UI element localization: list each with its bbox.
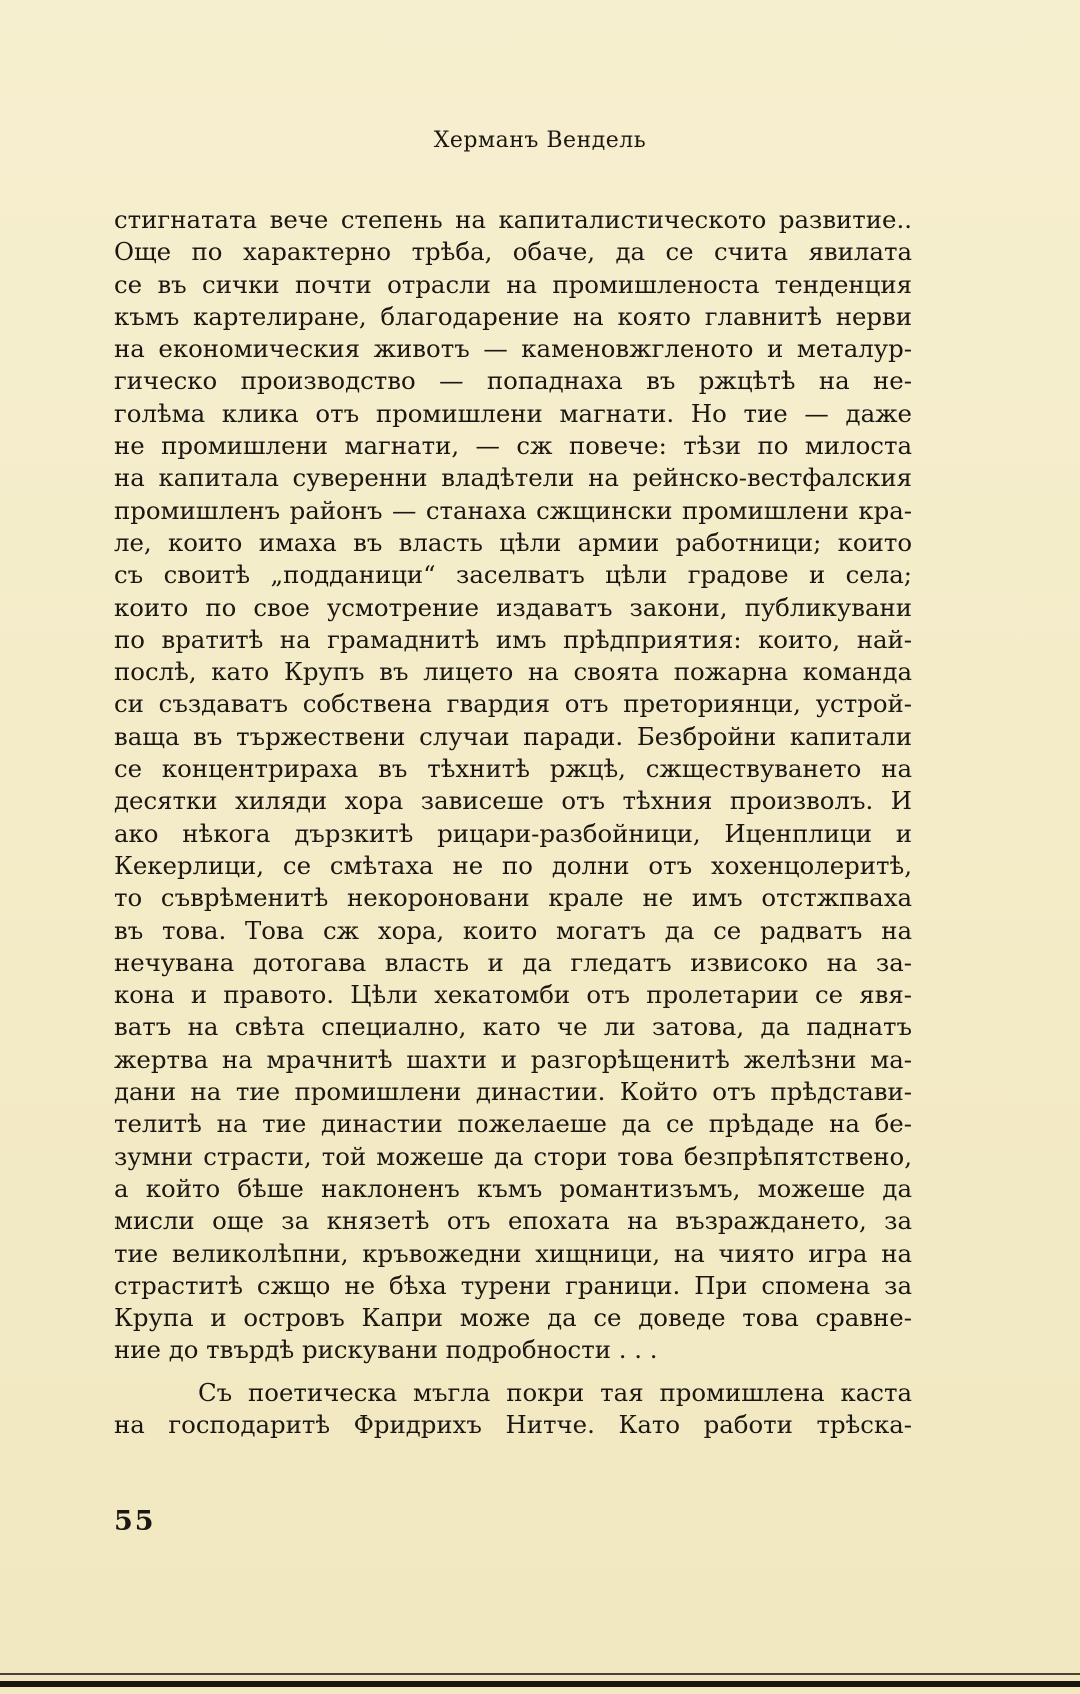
text-line: си създаватъ собствена гвардия отъ преториянци, устрой- <box>114 689 912 719</box>
page-number: 55 <box>114 1506 156 1537</box>
bottom-scan-edge <box>0 1681 1080 1687</box>
text-line: ваща въ тържествени случаи паради. Безбройни капитали <box>114 721 912 751</box>
text-line: по вратитѣ на грамаднитѣ имъ прѣдприятия: които, най- <box>114 624 912 654</box>
text-line: страститѣ сжщо не бѣха турени граници. При спомена за <box>114 1270 912 1300</box>
text-line: които по свое усмотрение издаватъ закони, публикувани <box>114 592 912 622</box>
text-line: се концентрираха въ тѣхнитѣ ржцѣ, сжществуването на <box>114 754 912 784</box>
text-line: тие великолѣпни, кръвожедни хищници, на чиято игра на <box>114 1238 912 1268</box>
text-line: зумни страсти, той можеше да стори това безпрѣпятствено, <box>114 1141 912 1171</box>
text-line: гическо производство — попаднаха въ ржцѣтѣ на не- <box>114 366 912 396</box>
paragraph-1 <box>114 204 912 1367</box>
text-line: десятки хиляди хора зависеше отъ тѣхния произволъ. И <box>114 786 912 816</box>
text-line: ватъ на свѣта специално, като че ли затова, да паднатъ <box>114 1012 912 1042</box>
text-line: Съ поетическа мъгла покри тая промишлена каста <box>198 1377 912 1407</box>
text-line: ние до твърдѣ рискувани подробности . . . <box>114 1335 658 1365</box>
text-line: промишленъ районъ — станаха сжщински промишлени кра- <box>114 495 912 525</box>
text-line: къмъ картелиране, благодарение на която главнитѣ нерви <box>114 301 912 331</box>
text-line: телитѣ на тие династии пожелаеше да се прѣдаде на бе- <box>114 1109 912 1139</box>
text-line: не промишлени магнати, — сж повече: тѣзи по милоста <box>114 431 912 461</box>
bottom-scan-edge-thin <box>0 1673 1080 1675</box>
text-line: ле, които имаха въ власть цѣли армии работници; които <box>114 527 912 557</box>
body-text <box>114 204 912 1441</box>
text-line: дани на тие промишлени династии. Който отъ прѣдстави- <box>114 1077 912 1107</box>
text-line: съ своитѣ „подданици“ заселватъ цѣли градове и села; <box>114 560 912 590</box>
text-line: послѣ, като Крупъ въ лицето на своята пожарна команда <box>114 657 912 687</box>
text-line: на економическия животъ — каменовжгленото и металур- <box>114 334 912 364</box>
paragraph-2 <box>114 1377 912 1442</box>
text-line: а който бѣше наклоненъ къмъ романтизъмъ, можеше да <box>114 1173 912 1203</box>
text-line: нечувана дотогава власть и да гледатъ извисоко на за- <box>114 947 912 977</box>
text-line: мисли още за князетѣ отъ епохата на възраждането, за <box>114 1206 912 1236</box>
text-line: стигнатата вече степень на капиталистическото развитие.. <box>114 205 912 234</box>
text-line: жертва на мрачнитѣ шахти и разгорѣщенитѣ желѣзни ма- <box>114 1044 912 1074</box>
text-line: на капитала суверенни владѣтели на рейнско-вестфалския <box>114 463 912 493</box>
text-line: въ това. Това сж хора, които могатъ да се радватъ на <box>114 915 912 945</box>
text-line: то съврѣменитѣ некоронoвани крале не имъ отстжпваха <box>114 883 912 913</box>
text-line: ако нѣкога дързкитѣ рицари-разбойници, Иценплици и <box>114 818 912 848</box>
text-line: кона и правото. Цѣли хекатомби отъ пролетарии се явя- <box>114 980 912 1010</box>
running-header: Херманъ Вендель <box>433 128 647 153</box>
text-line: се въ сички почти отрасли на промишленоста тенденция <box>114 269 912 299</box>
text-line: Кекерлици, се смѣтаха не по долни отъ хохенцолеритѣ, <box>114 850 912 880</box>
text-line: Още по характерно трѣба, обаче, да се счита явилата <box>114 237 912 267</box>
text-line: на господаритѣ Фридрихъ Нитче. Като работи трѣска- <box>114 1409 912 1439</box>
text-line: голѣма клика отъ промишлени магнати. Но тие — даже <box>114 398 912 428</box>
text-line: Крупа и островъ Капри може да се доведе това сравне- <box>114 1303 912 1333</box>
